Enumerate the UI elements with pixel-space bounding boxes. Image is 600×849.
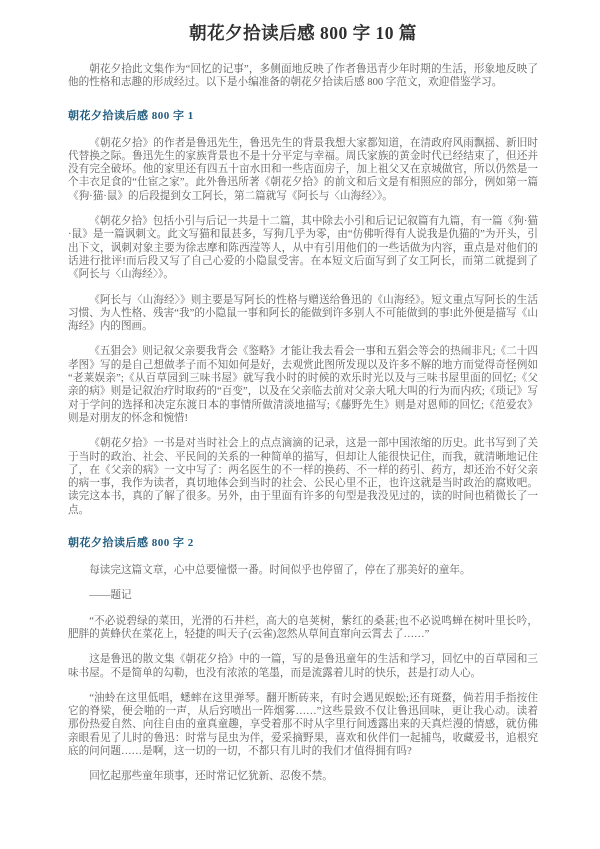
section-2-quote-1: “不必说碧绿的菜田，光滑的石井栏，高大的皂荚树，紫红的桑葚;也不必说鸣蝉在树叶里长吟，肥胖的黄蜂伏在菜花上，轻捷的叫天子(云雀)忽然从草间直窜向云霄去了……” <box>68 615 538 640</box>
epigraph-marker: ——题记 <box>89 590 132 602</box>
section-1-paragraph-4: 《五猖会》则记叙父亲要我背会《鉴略》才能让我去看会一事和五猖会等会的热闹非凡;《二十四孝图》写的是自己想做孝子而不知如何是好，去观赏此图所发现以及许多不解的地方而觉得奇怪例如“老莱娱亲”;《从百草园到三味书屋》就写我小时的时候的欢乐时光以及与三味书屋里面的回忆;《父亲的病》则是记叙治疗时取药的“百变”，以及在父亲临去前对父亲大吼大叫的行为而内疚;《琐记》写对于学问的选择和决定东渡日本的事情所做清淡地描写;《藤野先生》则是对恩师的回忆;《范爱农》则是对朋友的怀念和惋惜! <box>68 346 538 424</box>
section-2-heading: 朝花夕拾读后感 800 字 2 <box>68 537 194 550</box>
section-1-paragraph-5: 《朝花夕拾》一书是对当时社会上的点点滴滴的记录，这是一部中国浓缩的历史。此书写到了关于当时的政治、社会、平民间的关系的一种简单的描写，但却让人能很快记住，而我，就清晰地记住了，在《父亲的病》一文中写了：两名医生的不一样的换药、不一样的药引、药方，却还治不好父亲的病一事，我作为读者，真切地体会到当时的社会、公民心里不正，也许这就是当时政治的腐败吧。读完这本书，真的了解了很多。另外，由于里面有许多的句型是我没见过的，读的时间也稍微长了一点。 <box>68 438 538 516</box>
section-2-paragraph-3: “油蛉在这里低唱，蟋蟀在这里弹琴。翻开断砖来，有时会遇见蜈蚣;还有斑蝥，倘若用手指按住它的脊梁，便会啪的一声，从后窍喷出一阵烟雾……”这些景致不仅让鲁迅回味，更让我心动。读着那份热爱自然、向往自由的童真童趣，享受着那不时从字里行间透露出来的天真烂漫的情感，就仿佛亲眼看见了儿时的鲁迅：时常与昆虫为伴，爱采摘野果，喜欢和伙伴们一起捕鸟，收藏爱书，追根究底的问问题……是啊，这一切的一切，不都只有儿时的我们才值得拥有吗? <box>68 692 538 757</box>
page-title: 朝花夕拾读后感 800 字 10 篇 <box>189 23 417 43</box>
section-2-paragraph-1: 每读完这篇文章，心中总要憧憬一番。时间似乎也停留了，停在了那美好的童年。 <box>89 565 471 577</box>
intro-paragraph: 朝花夕拾此文集作为“回忆的记事”，多侧面地反映了作者鲁迅青少年时期的生活，形象地反映了他的性格和志趣的形成经过。以下是小编准备的朝花夕拾读后感 800 字范文，欢迎借鉴学习。 <box>68 64 538 89</box>
section-2-paragraph-4: 回忆起那些童年琐事，还时常记忆犹新、忍俊不禁。 <box>89 771 333 783</box>
section-1-paragraph-1: 《朝花夕拾》的作者是鲁迅先生，鲁迅先生的背景我想大家都知道，在清政府风雨飘摇、新旧时代替换之际。鲁迅先生的家族背景也不是十分平定与幸福。周氏家族的黄金时代已经结束了，但还并没有完全破坏。他的家里还有四五十亩水田和一些店面房子，加上祖父又在京城做官，所以仍然是一个丰衣足食的“仕宦之家”。此外鲁迅所著《朝花夕拾》的前文和后文是有相照应的部分，例如第一篇《狗·猫·鼠》的后段提到女工阿长，第二篇就写《阿长与〈山海经〉》。 <box>68 137 538 202</box>
section-1-paragraph-2: 《朝花夕拾》包括小引与后记一共是十二篇，其中除去小引和后记记叙篇有九篇，有一篇《狗·猫·鼠》是一篇讽刺文。此文写猫和鼠甚多，写狗几乎为零，由“仿佛听得有人说我是仇猫的”为开头，引出下文，讽刺对象主要为徐志摩和陈西滢等人，从中有引用他们的一些话做为内容，重点是对他们的话进行批评!而后段又写了自己心爱的小隐鼠受害。在本短文后面写到了女工阿长，而第二就提到了《阿长与〈山海经〉》。 <box>68 216 538 281</box>
section-1-paragraph-3: 《阿长与〈山海经〉》则主要是写阿长的性格与赠送给鲁迅的《山海经》。短文重点写阿长的生活习惯、为人性格、残害“我”的小隐鼠一事和阿长的能做到许多别人不可能做到的事!此外便是描写《山海经》内的图画。 <box>68 294 538 333</box>
section-2-paragraph-2: 这是鲁迅的散文集《朝花夕拾》中的一篇，写的是鲁迅童年的生活和学习，回忆中的百草园和三味书屋。不是简单的勾勒，也没有浓浓的笔墨，而是流露着儿时的快乐，甚是打动人心。 <box>68 654 538 679</box>
section-1-heading: 朝花夕拾读后感 800 字 1 <box>68 109 194 122</box>
